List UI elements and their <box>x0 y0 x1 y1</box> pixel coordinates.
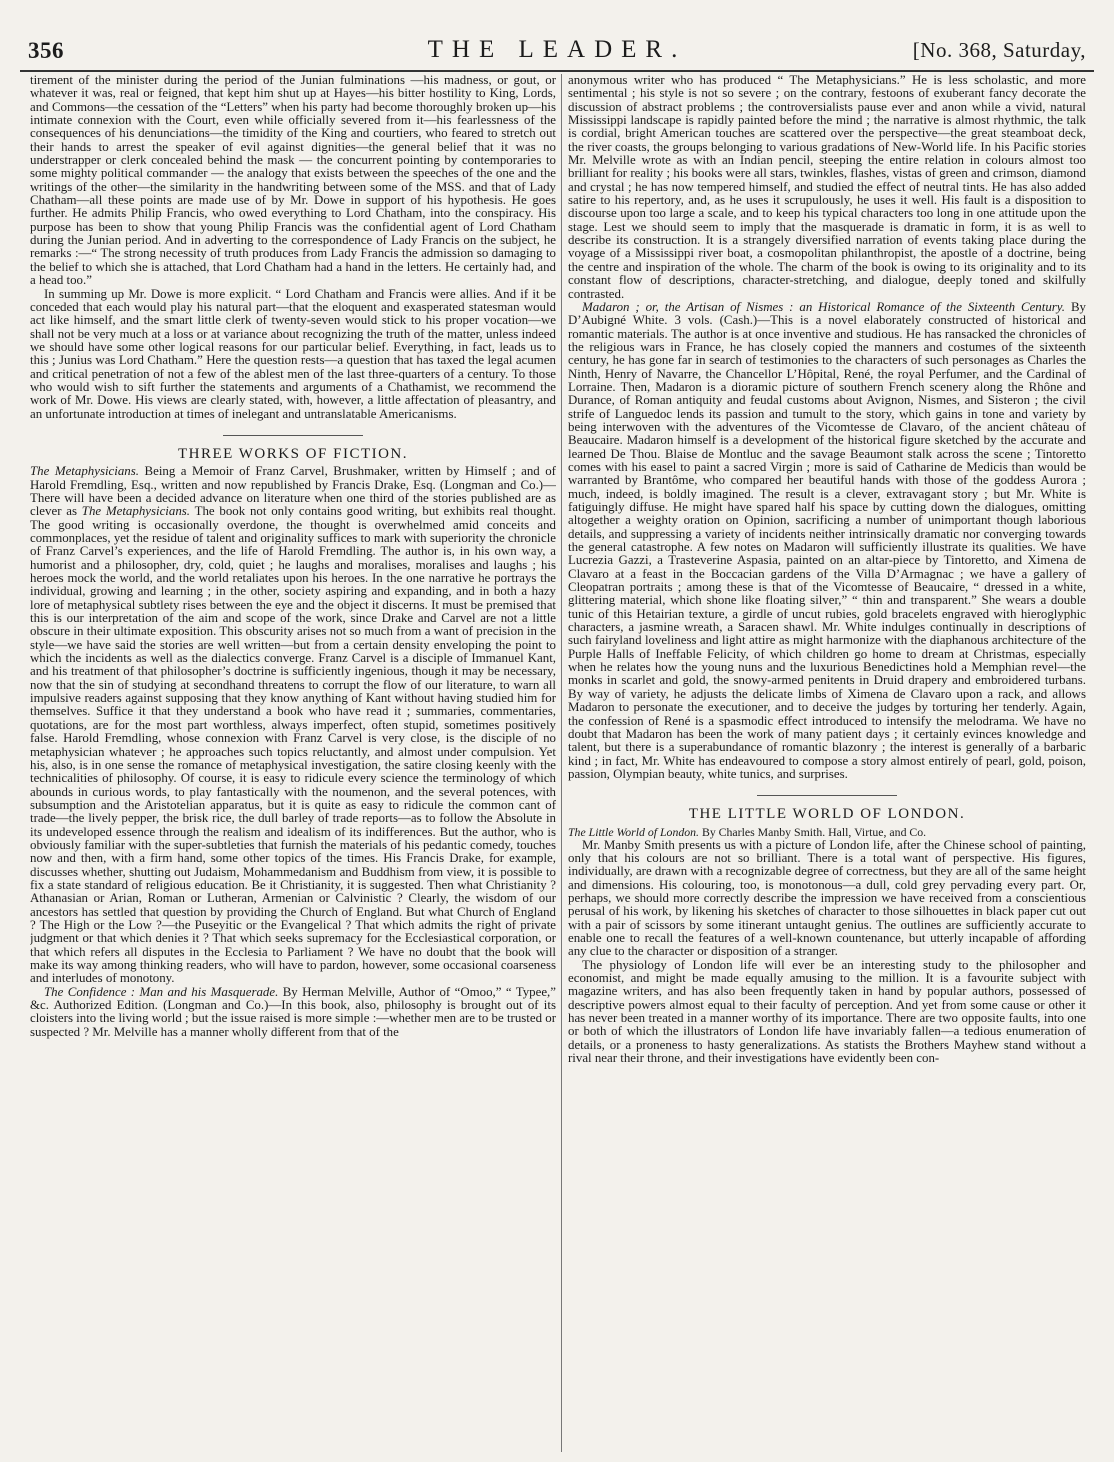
article-paragraph: tirement of the minister during the period of the Junian fulminations —his madness, or gout, or whatever it was, real or feigned, that kept him shut up at Hayes—his bitter hostility to King, Lords, and Commons—the cessation of the “Letters” when his party had become thoroughly broken up—his intimate connexion with the Court, even while officially severed from it—his fearlessness of the consequences of his denunciations—the timidity of the King and courtiers, who feared to stretch out their hands to arrest the speaker of evil against dignities—the general belief that it was no understrapper or clerk concealed behind the mask — the concurrent pointing by contemporaries to some mighty political commander — the analogy that exists between the speeches of the one and the writings of the other—the similarity in the handwriting between some of the MSS. and that of Lady Chatham—all these points are made use of by Mr. Dowe in support of his hypothesis. He goes further. He admits Philip Francis, who owed everything to Lord Chatham, into the conspiracy. His purpose has been to show that young Philip Francis was the confidential agent of Lord Chatham during the Junian period. And in adverting to the correspondence of Lady Francis on the subject, he remarks :—“ The strong necessity of truth produces from Lady Francis the admission so damaging to the belief to which she is attached, that Lord Chatham had a hand in the letters. He certainly had, and a head too.” <box>30 74 556 288</box>
book-title: The Metaphysicians. <box>30 464 139 479</box>
review-paragraph <box>30 986 556 1039</box>
review-text: The book not only contains good writing, but exhibits real thought. The good writing is occasionally overdone, the thought is overwhelmed amid conceits and commonplaces, yet the residue of talent and originality suffices to mark with superiority the chronicle of Franz Carvel’s experiences, and the life of Harold Fremdling. The author is, in his own way, a humorist and a philosopher, dry, cold, quiet ; he laughs and moralises, moralises and laughs ; his heroes mock the world, and the world retaliates upon his heroes. In the one narrative he portrays the individual, growing and learning ; in the other, society aspiring and expanding, and in both a hazy lore of metaphysical subtlety rises between the eye and the object it discerns. It must be premised that this is our interpretation of the aim and scope of the work, since Drake and Carvel are not a little obscure in their ultimate exposition. This obscurity arises not so much from a want of precision in the style—we have said the stories are well written—but from a certain density enveloping the point to which the incidents as well as the dialectics converge. Franz Carvel is a disciple of Immanuel Kant, and his treatment of that philosopher’s doctrine is sufficiently ingenious, though it may be necessary, now that the sin of studying at secondhand threatens to corrupt the flow of our literature, to warn all impulsive readers against supposing that they know anything of Kant without having studied him for themselves. Suffice it that they understand a book who have read it ; summaries, commentaries, quotations, are for the most part worthless, always imperfect, often stupid, sometimes positively false. Harold Fremdling, whose connexion with Franz Carvel is very close, is the disciple of no metaphysician whatever ; he approaches such topics reluctantly, and almost under compulsion. Yet his, also, is in one sense the romance of metaphysical investigation, the satire closing keenly with the technicalities of philosophy. Of course, it is easy to ridicule every science the terminology of which abounds in curious words, to play fantastically with the noumenon, and the several potences, with subsumption and the Aristotelian apparatus, but it is quite as easy to ridicule the common cant of trade—the lively pepper, the brisk rice, the dull barley of trade reports—as to follow the Absolute in its undeveloped essence through the realism and idealism of its indifferences. But the author, who is obviously familiar with the super-subtleties that furnish the materials of his pedantic comedy, touches now and then, with a firm hand, some other topics of the times. His Francis Drake, for example, discusses whether, shutting out Judaism, Mohammedanism and Buddhism from view, it is possible to fix a state standard of religious education. Be it Christianity, it is suggested. Then what Christianity ? Athanasian or Arian, Roman or Lutheran, Armenian or Calvinistic ? Clearly, the wisdom of our ancestors has settled that question by providing the Church of England. But what Church of England ? The High or the Low ?—the Puseyitic or the Evangelical ? That which admits the right of private judgment or that which denies it ? That which seeks supremacy for the Ecclesiastical corporation, or that which refers all disputes in the Ecclesia to Parliament ? We have no doubt that the book will make its way among thinking readers, who will have to pardon, however, some occasional coarseness and interludes of monotony. <box>30 504 556 986</box>
header-rule <box>20 70 1094 72</box>
review-text: By D’Aubigné White. 3 vols. (Cash.)—This is a novel elaborately constructed of historical and romantic materials. The author is at once inventive and studious. He has ransacked the chronicles of the religious wars in France, he has closely copied the manners and costumes of the sixteenth century, he has gone far in search of testimonies to the characters of such personages as Charles the Ninth, Henry of Navarre, the Chancellor L’Hôpital, René, the royal Perfumer, and the Cardinal of Lorraine. Then, Madaron is a dioramic picture of southern French scenery along the Rhône and Durance, of Roman antiquity and feudal customs about Avignon, Nismes, and Sisteron ; the civil strife of Languedoc lends its passion and tumult to the story, which gains in tone and variety by being interwoven with the adventures of the Vicomtesse de Clavaro, of the ancient château of Beaucaire. Madaron himself is a development of the historical figure sketched by the accurate and learned De Thou. Blaise de Montluc and the savage Beaumont stalk across the scene ; Tintoretto comes with his easel to paint a sacred Virgin ; more is said of Catharine de Medicis than would be warranted by Brantôme, who compared her beautiful hands with those of the goddess Aurora ; much, indeed, is boldly imagined. The result is a clever, extravagant story ; but Mr. White is fatiguingly diffuse. He might have spared half his space by cutting down the dialogues, omitting altogether a weighty oration on Opinion, sacrificing a number of unimportant though laborious details, and suppressing a variety of incidents neither intrinsically dramatic nor converging towards the general catastrophe. A few notes on Madaron will sufficiently illustrate its qualities. We have Lucrezia Gazzi, a Trasteverine Aspasia, painted on an altar-piece by Tintoretto, and Ximena de Clavaro at a feast in the Boccacian gardens of the Villa D’Armagnac ; we have a gallery of Cleopatran portraits ; among these is that of the Vicomtesse of Beaucaire, “ dressed in a white, glittering material, which shone like floating silver,” “ thin and transparent.” She wears a double tunic of this Hetairian texture, a girdle of uncut rubies, gold bracelets engraved with hieroglyphic characters, a jasmine wreath, a Saracen shawl. Mr. White indulges continually in descriptions of such fairyland loveliness and light attire as might harmonize with the diaphanous architecture of the Purple Halls of Ineffable Felicity, of which children go home to dream at Christmas, especially when he relates how the young nuns and the luxurious Benedictines hold a Memphian revel—the monks in scarlet and gold, the snowy-armed penitents in Druid drapery and embroidered turbans. By way of variety, he adjusts the delicate limbs of Ximena de Clavaro upon a rack, and allows Madaron to personate the executioner, and to deceive the judges by torturing her tenderly. Again, the confession of René is a spasmodic effect introduced to intensify the melodrama. We have no doubt that Madaron has been the work of many patient days ; it certainly evinces knowledge and talent, but there is a superabundance of romantic blazonry ; the interest is generally of a barbaric kind ; in fact, Mr. White has endeavoured to compose a story almost entirely of pearl, gold, poison, passion, Olympian beauty, white tunics, and surprises. <box>568 299 1086 781</box>
page-number: 356 <box>28 38 64 63</box>
publication-info: By Charles Manby Smith. Hall, Virtue, and Co. <box>701 824 927 839</box>
left-column <box>30 74 556 1454</box>
section-heading: THREE WORKS OF FICTION. <box>177 445 409 462</box>
review-text: Being a Memoir of Franz Carvel, Brushmaker, written by Himself ; and of Harold Fremdling, Esq., written and now republished by Francis Drake, Esq. (Longman and Co.)—There will have been a decided advance on literature when one third of the stories published are as clever as <box>30 464 556 519</box>
review-text: By Herman Melville, Author of “Omoo,” “ Typee,” &c. Authorized Edition. (Longman and Co.)—In this book, also, philosophy is brought out of its cloisters into the living world ; but the issue raised is more simple :—whether men are to be trusted or suspected ? Mr. Melville has a manner wholly different from that of the <box>30 984 556 1039</box>
column-divider <box>561 74 562 1452</box>
section-divider <box>223 435 363 436</box>
article-paragraph: anonymous writer who has produced “ The Metaphysicians.” He is less scholastic, and more sentimental ; his style is not so severe ; on the contrary, festoons of exuberant fancy decorate the discussion of abstract problems ; the controversialists pause ever and anon while a vivid, natural Mississippi landscape is rapidly painted before the mind ; the narrative is almost rhythmic, the talk is cordial, bright American touches are scattered over the perspective—the great steamboat deck, the river coasts, the groups belonging to various gradations of New-World life. In his Pacific stories Mr. Melville wrote as with an Indian pencil, steeping the entire relation in colours almost too brilliant for reality ; his books were all stars, twinkles, flashes, vistas of green and crimson, diamond and crystal ; he has now tempered himself, and studied the effect of neutral tints. He has also added satire to his repertory, and, as he uses it scrupulously, he uses it well. His fault is a disposition to discourse upon too large a scale, and to keep his typical characters too long in one attitude upon the stage. Lest we should seem to imply that the masquerade is dramatic in form, it is as well to describe its construction. It is a strangely diversified narration of events taking place during the voyage of a Mississippi river boat, a cosmopolitan philanthropist, the apostle of a doctrine, being the centre and inspiration of the whole. The charm of the book is owing to its originality and to its constant flow of descriptions, character-stretching, and dialogue, deeply toned and skilfully contrasted. <box>568 74 1086 301</box>
review-paragraph <box>30 465 556 985</box>
section-heading: THE LITTLE WORLD OF LONDON. <box>688 806 966 823</box>
section-divider <box>757 795 897 796</box>
book-title: The Confidence : Man and his Masquerade. <box>44 984 279 999</box>
right-column <box>568 74 1086 1454</box>
book-title: The Metaphysicians. <box>81 504 191 519</box>
review-paragraph <box>568 301 1086 781</box>
article-paragraph: In summing up Mr. Dowe is more explicit. “ Lord Chatham and Francis were allies. And if it be conceded that each would play his natural part—that the eloquent and exasperated statesman would act like himself, and the smart little clerk of twenty-seven would stick to his proper vocation—we shall not be very much at a loss or at variance about recognizing the truth of the matter, unless indeed we should have some other logical reasons for our particular belief. Everything, in fact, leads us to this ; Junius was Lord Chatham.” Here the question rests—a question that has taxed the legal acumen and critical penetration of not a few of the ablest men of the last three-quarters of a century. To those who would wish to sift further the statements and arguments of a Chathamist, we recommend the work of Mr. Dowe. His views are clearly stated, with, however, a little affectation of pleasantry, and an unfortunate introduction at times of inelegant and untranslatable Americanisms. <box>30 286 556 421</box>
issue-date: [No. 368, Saturday, <box>912 38 1086 62</box>
book-title: The Little World of London. <box>568 824 699 839</box>
book-title: Madaron ; or, the Artisan of Nismes : an Historical Romance of the Sixteenth Century. <box>582 299 1066 314</box>
review-paragraph: Mr. Manby Smith presents us with a picture of London life, after the Chinese school of painting, only that his colours are not so brilliant. There is a total want of perspective. His figures, individually, are drawn with a recognizable degree of correctness, but they are all of the same height and dimensions. His colouring, too, is monotonous—a dull, cold grey pervading every part. Or, perhaps, we should more correctly describe the impression we have received from a conscientious perusal of his work, by likening his sketches of character to those silhouettes in black paper cut out with a pair of scissors by some itinerant untaught genius. The outlines are sufficiently accurate to enable one to recall the features of a well-known countenance, but utterly incapable of affording any clue to the character or disposition of a stranger. <box>568 837 1086 959</box>
review-paragraph: The physiology of London life will ever be an interesting study to the philosopher and economist, and might be made equally amusing to the million. It is a favourite subject with magazine writers, and has also been frequently taken in hand by popular authors, possessed of descriptive powers almost equal to their faculty of perception. And yet from some cause or other it has never been treated in a manner worthy of its importance. There are two opposite faults, into one or both of which the illustrators of London life have invariably fallen—a tedious enumeration of details, or a proneness to hasty generalizations. As statists the Brothers Mayhew stand without a rival near their throne, and their investigations have evidently been con- <box>568 957 1086 1066</box>
paper-title: THE LEADER. <box>427 36 687 63</box>
review-lead <box>568 826 1086 839</box>
masthead <box>20 38 1094 68</box>
